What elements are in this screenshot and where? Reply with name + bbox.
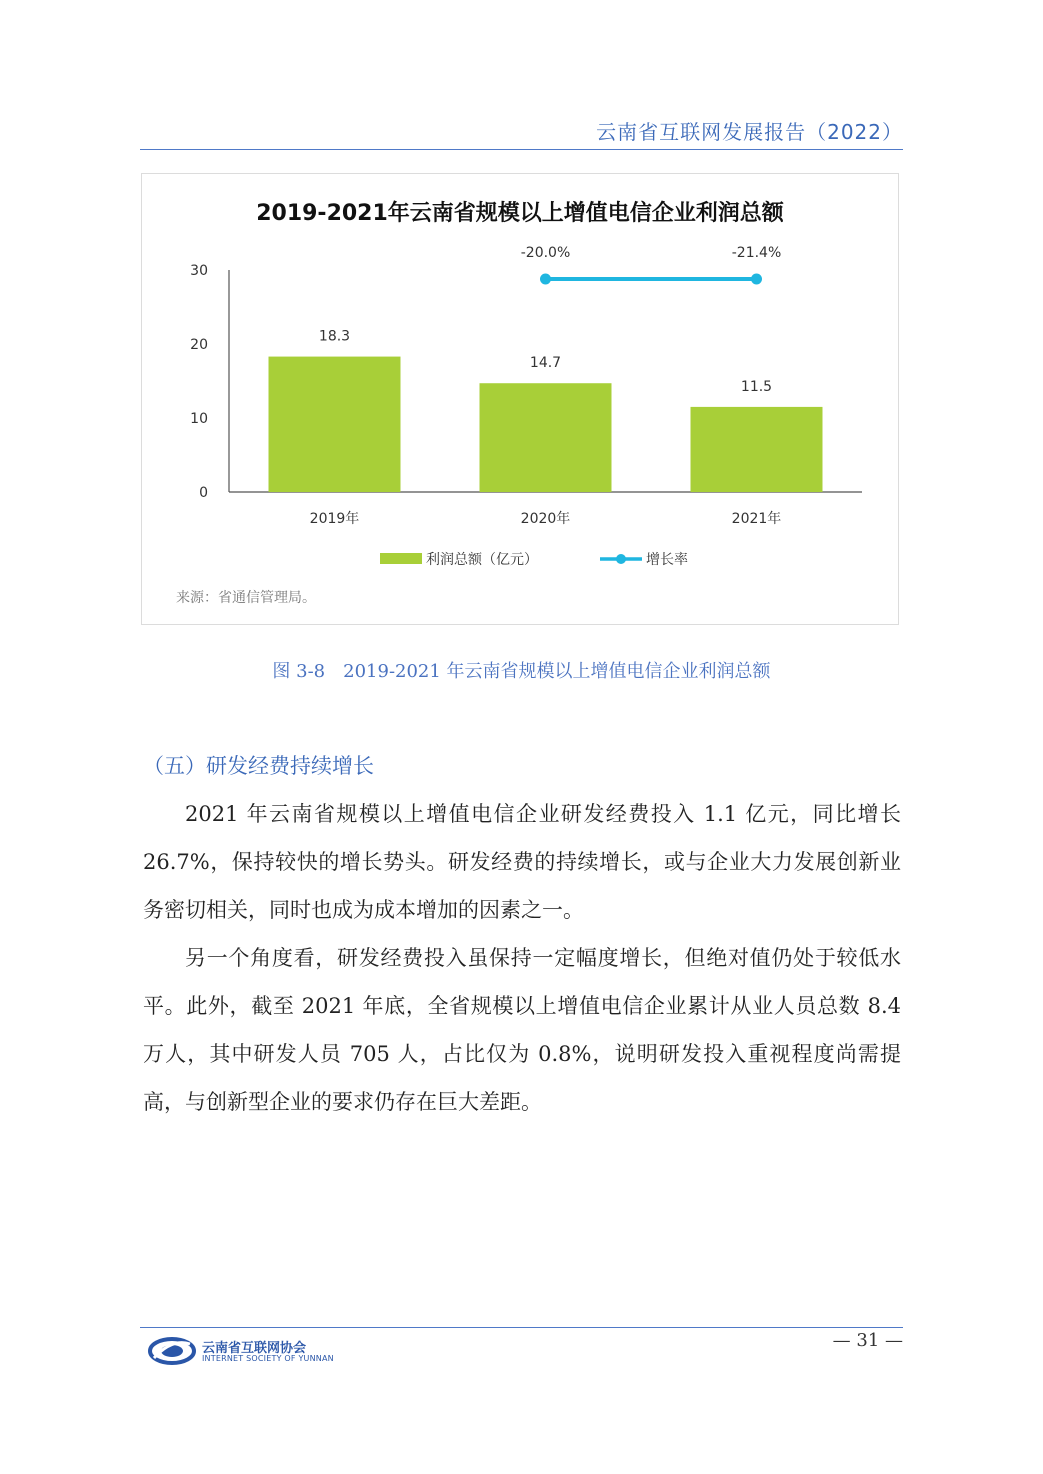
legend-label-bar: 利润总额（亿元） (426, 552, 538, 568)
footer-org-english: INTERNET SOCIETY OF YUNNAN (202, 1354, 334, 1363)
footer-org-name: 云南省互联网协会 (202, 1341, 307, 1356)
growth-rate-point (751, 274, 762, 285)
x-tick-label: 2019年 (309, 511, 360, 527)
legend-swatch-bar (380, 553, 422, 564)
line-data-label: -20.0% (520, 245, 571, 261)
y-tick-label: 10 (190, 411, 208, 427)
bar (691, 407, 823, 492)
page-number: — 31 — (832, 1330, 903, 1351)
y-tick-label: 0 (199, 485, 208, 501)
bar-data-label: 11.5 (740, 378, 773, 395)
section-heading: （五）研发经费持续增长 (143, 754, 374, 778)
header-rule (140, 149, 903, 150)
legend-swatch-point (616, 554, 626, 564)
bar (269, 357, 401, 492)
header-title: 云南省互联网发展报告（2022） (596, 120, 903, 144)
footer-rule (140, 1327, 903, 1328)
paragraph-2: 另一个角度看，研发经费投入虽保持一定幅度增长，但绝对值仍处于较低水平。此外，截至 2021 年底，全省规模以上增值电信企业累计从业人员总数 8.4 万人，其中研发人员 705 人，占比仅为 0.8%，说明研发投入重视程度尚需提高，与创新型企业的要求仍存在巨大差距。 (143, 946, 901, 1114)
source-note: 来源：省通信管理局。 (176, 590, 316, 606)
body-text (143, 790, 901, 1126)
figure-caption: 图 3-8 2019-2021 年云南省规模以上增值电信企业利润总额 (272, 661, 771, 682)
y-tick-label: 20 (190, 337, 208, 353)
x-tick-label: 2020年 (520, 511, 571, 527)
bar-data-label: 14.7 (529, 355, 562, 372)
line-data-label: -21.4% (731, 245, 782, 261)
growth-rate-point (540, 274, 551, 285)
bar-data-label: 18.3 (318, 328, 351, 345)
chart-title: 2019-2021年云南省规模以上增值电信企业利润总额 (256, 201, 784, 226)
association-logo-icon (148, 1334, 196, 1368)
profit-chart (142, 174, 900, 626)
x-tick-label: 2021年 (731, 511, 782, 527)
bar (480, 383, 612, 492)
figure-box (141, 173, 899, 625)
paragraph-1: 2021 年云南省规模以上增值电信企业研发经费投入 1.1 亿元，同比增长 26.7%，保持较快的增长势头。研发经费的持续增长，或与企业大力发展创新业务密切相关，同时也成为成本增加的因素之一。 (143, 802, 901, 922)
legend-label-line: 增长率 (646, 552, 688, 568)
y-tick-label: 30 (190, 263, 208, 279)
